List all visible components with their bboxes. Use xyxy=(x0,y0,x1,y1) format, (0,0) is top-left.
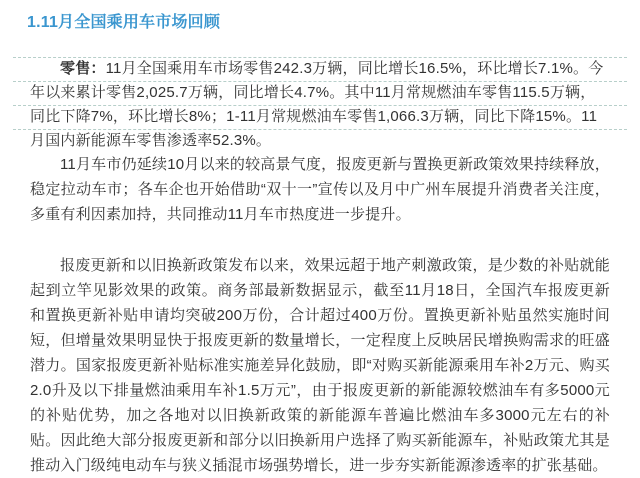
retail-summary-box xyxy=(13,57,627,149)
paragraph-market-momentum: 11月车市仍延续10月以来的较高景气度，报废更新与置换更新政策效果持续释放，稳定拉动车市；各车企也开始借助“双十一”宣传以及月中广州车展提升消费者关注度，多重有利因素加持，共同推动11月车市热度进一步提升。 xyxy=(30,156,610,223)
page-title: 1.11月全国乘用车市场回顾 xyxy=(27,14,221,31)
dashed-rule-bottom xyxy=(13,129,627,130)
retail-summary-text: 11月全国乘用车市场零售242.3万辆，同比增长16.5%，环比增长7.1%。今年以来累计零售2,025.7万辆，同比增长4.7%。其中11月常规燃油车零售115.5万辆，同比下降7%，环比增长8%；1-11月常规燃油车零售1,066.3万辆，同比下降15%。11月国内新能源车零售渗透率52.3%。 xyxy=(30,60,604,149)
paragraph-policy-analysis: 报废更新和以旧换新政策发布以来，效果远超于地产刺激政策，是少数的补贴就能起到立竿见影效果的政策。商务部最新数据显示，截至11月18日，全国汽车报废更新和置换更新补贴申请均突破200万份，合计超过400万份。置换更新补贴虽然实施时间短，但增量效果明显快于报废更新的数量增长，一定程度上反映居民增换购需求的旺盛潜力。国家报废更新补贴标准实施差异化鼓励，即“对购买新能源乘用车补2万元、购买2.0升及以下排量燃油乘用车补1.5万元”，由于报废更新的新能源较燃油车有多5000元的补贴优势，加之各地对以旧换新政策的新能源车普遍比燃油车多3000元左右的补贴。因此绝大部分报废更新和部分以旧换新用户选择了购买新能源车，补贴政策尤其是推动入门级纯电动车与狭义插混市场强势增长，进一步夯实新能源渗透率的扩张基础。 xyxy=(30,257,610,474)
dashed-rule-top xyxy=(13,57,627,58)
retail-summary-label: 零售： xyxy=(60,60,106,77)
dashed-rule-line-3 xyxy=(13,105,627,106)
dashed-rule-line-2 xyxy=(13,81,627,82)
